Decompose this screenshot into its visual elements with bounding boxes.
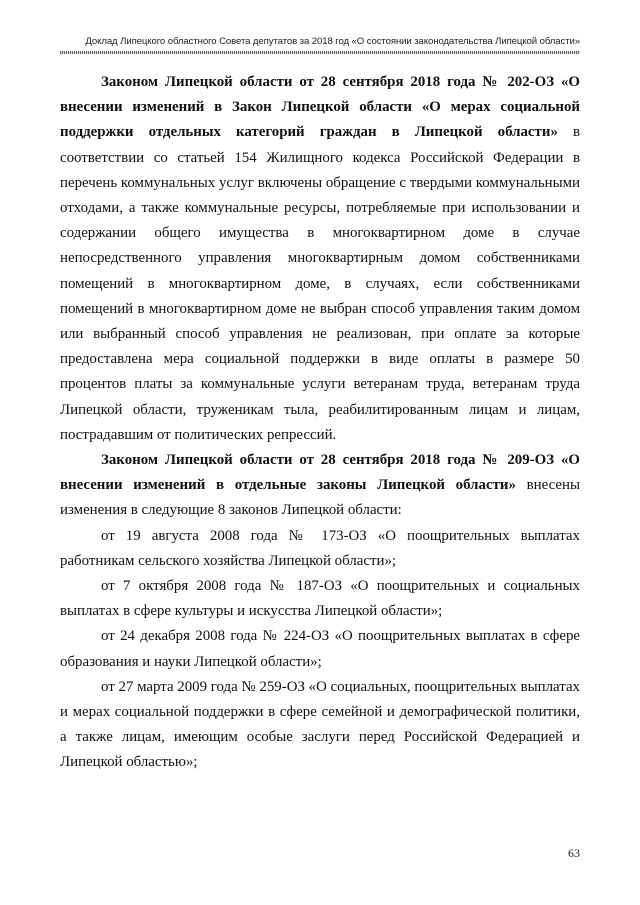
paragraph-law-209: [60, 448, 580, 524]
paragraph-text: в соответствии со статьей 154 Жилищного кодекса Российской Федерации в перечень коммунальных услуг включены обращение с твердыми коммунальными отходами, а также коммунальные ресурсы, потребляемые при использовании и содержании общего имущества в многоквартирном доме в случае непосредственного управления многоквартирным домом собственниками помещений в многоквартирном доме, в случаях, если собственниками помещений в многоквартирном доме не выбран способ управления таким домом или выбранный способ управления не реализован, при оплате за которые предоставлена мера социальной поддержки в виде оплаты в размере 50 процентов платы за коммунальные услуги ветеранам труда, ветеранам труда Липецкой области, труженикам тыла, реабилитированным лицам и лицам, пострадавшим от политических репрессий.: [60, 124, 580, 443]
paragraph-text: внесены изменения в следующие 8 законов Липецкой области:: [60, 477, 580, 519]
paragraph-text: от 19 августа 2008 года № 173-ОЗ «О поощрительных выплатах работникам сельского хозяйства Липецкой области»;: [60, 527, 580, 569]
paragraph-text: от 27 марта 2009 года № 259-ОЗ «О социальных, поощрительных выплатах и мерах социальной поддержки в сфере семейной и демографической политики, а также лицам, имеющим особые заслуги перед Российской Федерацией и Липецкой областью»;: [60, 678, 580, 771]
list-item-law-173: [60, 524, 580, 574]
paragraph-text: от 24 декабря 2008 года № 224-ОЗ «О поощрительных выплатах в сфере образования и науки Липецкой области»;: [60, 628, 580, 670]
paragraph-bold-lead: Законом Липецкой области от 28 сентября 2018 года № 209-ОЗ «О внесении изменений в отдельные законы Липецкой области»: [60, 452, 580, 494]
paragraph-law-202: [60, 70, 580, 448]
list-item-law-224: [60, 624, 580, 674]
paragraph-bold-lead: Законом Липецкой области от 28 сентября 2018 года № 202-ОЗ «О внесении изменений в Закон Липецкой области «О мерах социальной поддержки отдельных категорий граждан в Липецкой области»: [60, 74, 580, 141]
document-body: [60, 70, 580, 776]
page-number: 63: [568, 846, 580, 860]
running-header: Доклад Липецкого областного Совета депутатов за 2018 год «О состоянии законодательства Липецкой области»: [85, 36, 580, 47]
list-item-law-187: [60, 574, 580, 624]
list-item-law-259: [60, 675, 580, 776]
header-rule: [60, 51, 580, 54]
paragraph-text: от 7 октября 2008 года № 187-ОЗ «О поощрительных и социальных выплатах в сфере культуры и искусства Липецкой области»;: [60, 578, 580, 620]
